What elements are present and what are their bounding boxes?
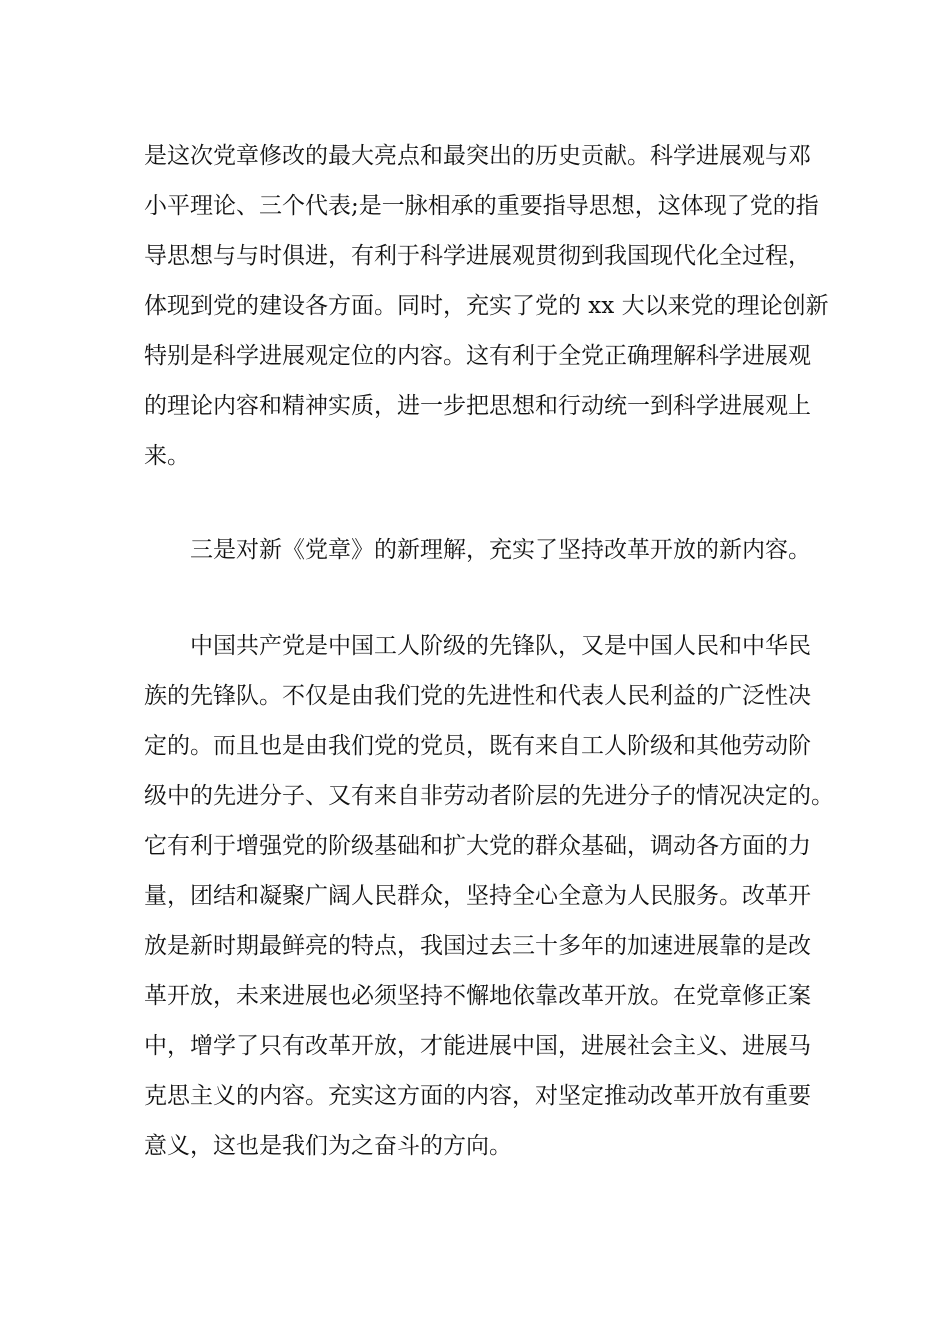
text-line: 导思想与与时俱进，有利于科学进展观贯彻到我国现代化全过程， <box>144 243 811 269</box>
text-line: 定的。而且也是由我们党的党员，既有来自工人阶级和其他劳动阶 <box>144 733 811 759</box>
text-line: 族的先锋队。不仅是由我们党的先进性和代表人民利益的广泛性决 <box>144 683 811 709</box>
text-line: 中国共产党是中国工人阶级的先锋队，又是中国人民和中华民 <box>190 633 811 659</box>
text-line: 它有利于增强党的阶级基础和扩大党的群众基础，调动各方面的力 <box>144 833 811 859</box>
text-line: 三是对新《党章》的新理解，充实了坚持改革开放的新内容。 <box>190 537 811 563</box>
text-line: 是这次党章修改的最大亮点和最突出的历史贡献。科学进展观与邓 <box>144 143 811 169</box>
text-line: 量，团结和凝聚广阔人民群众，坚持全心全意为人民服务。改革开 <box>144 883 811 909</box>
paragraph-body <box>144 621 834 1171</box>
text-line: 小平理论、三个代表;是一脉相承的重要指导思想，这体现了党的指 <box>144 193 819 219</box>
paragraph-continued <box>144 131 829 481</box>
text-line: 级中的先进分子、又有来自非劳动者阶层的先进分子的情况决定的。 <box>144 783 834 809</box>
text-line: 革开放，未来进展也必须坚持不懈地依靠改革开放。在党章修正案 <box>144 983 811 1009</box>
text-line: 来。 <box>144 443 190 469</box>
text-line: 意义，这也是我们为之奋斗的方向。 <box>144 1133 512 1159</box>
text-line: 克思主义的内容。充实这方面的内容，对坚定推动改革开放有重要 <box>144 1083 811 1109</box>
text-line: 的理论内容和精神实质，进一步把思想和行动统一到科学进展观上 <box>144 393 811 419</box>
paragraph-section-heading <box>144 525 814 575</box>
text-line: 放是新时期最鲜亮的特点，我国过去三十多年的加速进展靠的是改 <box>144 933 811 959</box>
text-line: 特别是科学进展观定位的内容。这有利于全党正确理解科学进展观 <box>144 343 811 369</box>
text-line: 体现到党的建设各方面。同时，充实了党的 xx 大以来党的理论创新 <box>144 293 829 319</box>
text-line: 中，增学了只有改革开放，才能进展中国，进展社会主义、进展马 <box>144 1033 811 1059</box>
